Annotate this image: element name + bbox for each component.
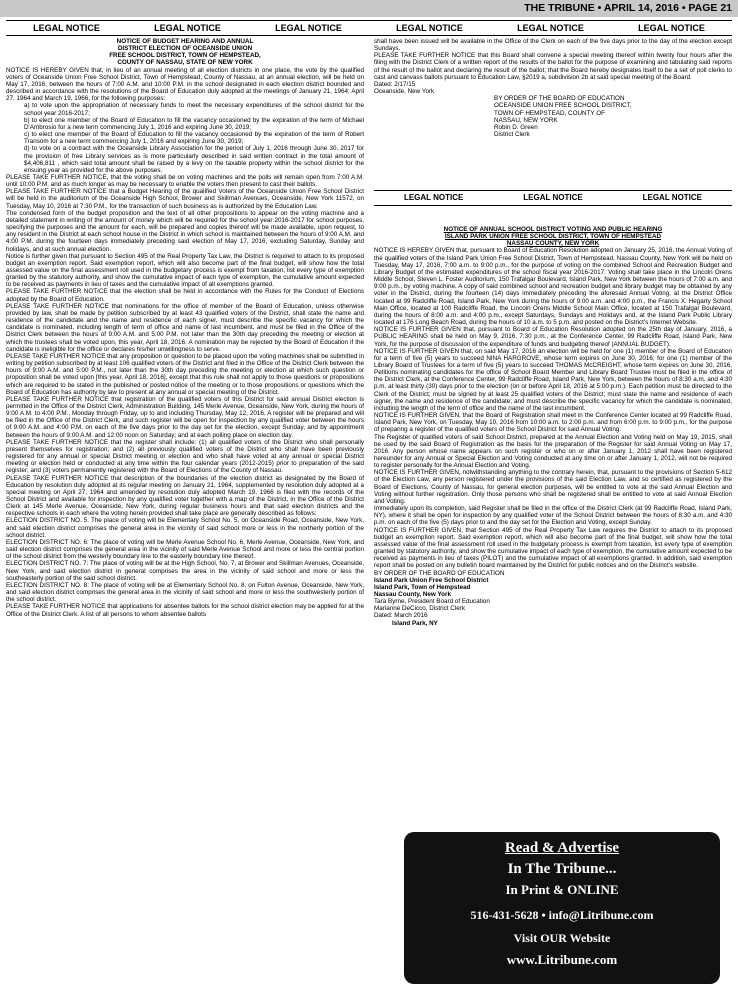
ad-website-link[interactable]: www.Litribune.com <box>506 952 618 967</box>
signature-line: Dated: March 2016 <box>374 612 428 620</box>
tribune-advertisement <box>404 832 720 984</box>
notice-paragraph: NOTICE IS FURTHER GIVEN that, on said May 17, 2016 an election will be held for one (1) member of the Board of Education for a term of five (5) years to succeed NINA HARGROVE, whose term expires on June 30, 2016; for one (1) member of the Library Board of Trustees for a term of five (5) years to succeed THOMAS McCREIGHT, whose term expires on June 30, 2016. Petitions nominating candidates for the office of School Board Member and Library Board Trustee must be filed in the office of the District Clerk, at the Conference Center, 99 Radcliffe Road, Island Park, New York, between the hours of 8:30 a.m. and 4:30 p.m. at least thirty (30) days prior to the election (on or before April 18, 2016 at 5:00 p.m.). Each petition must be directed to the Clerk of the District; must be signed by at least 25 qualified voters of the District; must state the name and residence of each signer, the name and residence of the candidate; and must describe the specific vacancy for which the candidate is nominated, including the length of the term of office and the name of the last incumbent. <box>374 347 732 412</box>
notice-paragraph: NOTICE IS FURTHER GIVEN, that Section 495 of the Real Property Tax Law requires the District to attach to its proposed budget an exemption report. Said exemption report, which will also become part of the final budget, will show how the total assessed value of the final assessment roll used in the budgetary process is exempt from taxation, list every type of exemption granted by statutory authority, and show the cumulative impact of each type of exemption, the cumulative amount expected to be received as payments in lieu of taxes (PILOT) and the cumulative impact of all exemptions granted. In addition, said exemption report shall be posted on any bulletin board maintained by the District for public notices and on the District's website. <box>374 526 732 570</box>
election-district-paragraph: ELECTION DISTRICT NO. 6: The place of voting will be Merle Avenue School No. 6, Merle Avenue, Oceanside, New York, and said election district comprises the general area in the vicinity of said Merle Avenue School and more or less the central portion of the school district from the westerly boundary line to the easterly boundary line thereof. <box>6 538 364 561</box>
notice-paragraph: PLEASE TAKE FURTHER NOTICE that the register shall include: (1) all qualified voters of the District who shall personally present themselves for registration; and (2) all previously qualified voters of the District who shall have been previously registered for any annual or special District meeting or election and who shall have voted at any annual or special District meeting or election held or conducted at any time within the four calendar years (2012-2015) prior to preparation of the said register; and (3) voters permanently registered with the Board of Elections of the County of Nassau. <box>6 438 364 475</box>
page-header-title: THE TRIBUNE • APRIL 14, 2016 • PAGE 21 <box>524 2 732 14</box>
legal-notice-label: LEGAL NOTICE <box>642 193 703 202</box>
legal-notice-label: LEGAL NOTICE <box>154 23 221 33</box>
election-district-paragraph: ELECTION DISTRICT NO. 7: The place of voting will be at the High School, No. 7, at Brower and Skillman Avenues, Oceanside, New York, and said election district in general comprises the area in the vicinity of said school and more or less the southeasterly portion of the said school district. <box>6 560 364 582</box>
notice-paragraph: PLEASE TAKE FURTHER NOTICE that any proposition or question to be placed upon the voting machines shall be submitted in writing by petition subscribed by at least 106 qualified voters of the District and filed in the Office of the District Clerk between the hours of 9:00 A.M. and 5:00 P.M., not later than the 30th day preceding the meeting or election at which such question or proposition shall be voted upon [this year, April 18, 2016], except that this rule shall not apply to those questions or propositions which are required to be stated in the published or posted notice of the meeting or to those propositions or questions which the Board of Education has authority by law to present at any annual or special meeting of the District. <box>6 352 364 396</box>
notice-paragraph: c) to elect one member of the Board of Education to fill the vacancy occasioned by the expiration of the term of Robert Transom for a new term commencing July 1, 2016 and expiring June 30, 2019; <box>24 131 364 146</box>
election-district-paragraph: ELECTION DISTRICT NO. 8: The place of voting will be at Elementary School No. 8, on Fulton Avenue, Oceanside, New York, and said election district comprises the general area in the vicinity of said school and more or less the southwesterly portion of the school district. <box>6 581 364 604</box>
notice-place: Oceanside, New York <box>374 88 435 96</box>
ad-subheadline: In The Tribune... <box>507 861 617 877</box>
notice-paragraph: PLEASE TAKE FURTHER NOTICE that a Budget Hearing of the qualified Voters of the Oceanside Union Free School District will be held in the auditorium of the Oceanside High School, Brower and Skillman Avenues, Oceanside, New York 11572, on Tuesday, May 10, 2016 at 7:30 P.M., for the transaction of such business as is authorized by the Education Law. <box>6 188 364 210</box>
signature-line: Island Park, Town of Hempstead <box>374 583 471 591</box>
legal-notice-label: LEGAL NOTICE <box>396 23 463 33</box>
legal-notice-label: LEGAL NOTICE <box>275 23 342 33</box>
legal-notice-bar <box>6 20 732 36</box>
notice-title: NASSAU COUNTY, NEW YORK <box>506 240 600 248</box>
ad-print-online: In Print & ONLINE <box>505 882 619 897</box>
legal-notice-label: LEGAL NOTICE <box>517 23 584 33</box>
notice-paragraph: PLEASE TAKE FURTHER NOTICE, that the voting shall be on voting machines and the polls will remain open from 7:00 A.M. until 10:00 P.M. and as much longer as may be necessary to enable the voters then present to cast their ballots. <box>6 173 364 189</box>
signature-line: NASSAU, NEW YORK <box>494 116 558 124</box>
notice-paragraph: shall have been issued will be available in the Office of the Clerk on each of the five days prior to the day of the election except Sundays. <box>374 38 732 53</box>
notice-title: NOTICE OF ANNUAL SCHOOL DISTRICT VOTING AND PUBLIC HEARING <box>443 226 663 233</box>
notice-paragraph: PLEASE TAKE FURTHER NOTICE that this Board shall convene a special meeting thereof within twenty four hours after the filing with the District Clerk of a written report of the results of the ballot for the purpose of examining and tabulating said reports of the result of the ballot and declaring the result of the ballot; that the Board hereby designates itself to be a set of poll clerks to cast and canvass ballots pursuant to Education Law, §2019 a, subdivision 2b at said special meeting of the Board. <box>374 52 732 81</box>
notice-paragraph: The condensed form of the budget proposition and the text of all other propositions to appear on the voting machine and a detailed statement in writing of the amount of money which will be required for the school year 2016-2017 for school purposes, specifying the purposes and the amount for each, will be prepared and copies thereof will be made available, upon request, to any resident in the District at each school house in the District in which school is maintained between the hours of 9:00 A.M. and 4:00 P.M. during the fourteen days immediately preceding said election of May 17, 2016, excluding Saturday, Sunday and holidays, and at such annual election. <box>6 209 364 253</box>
notice-paragraph: NOTICE IS FURTHER GIVEN, that the Board of Registration shall meet in the Conference Center located at 99 Radcliffe Road, Island Park, New York, on Tuesday, May 10, 2016 from 10:00 a.m. to 2:00 p.m. and from 6:00 p.m. to 9:00 p.m., for the purpose of preparing a register of the qualified voters of the School District for said Annual Voting. <box>374 412 732 434</box>
legal-notice-label: LEGAL NOTICE <box>403 193 464 202</box>
notice-paragraph: Immediately upon its completion, said Register shall be filed in the office of the District Clerk (at 99 Radcliffe Road, Island Park, NY), where it shall be open for inspection by any qualified voter of the School District between the hours of 8:30 a.m. and 4:30 p.m. on each of the five (5) days prior to and the day set for the Election and Voting, except Sunday. <box>374 505 732 527</box>
oceanside-notice-column <box>6 38 364 984</box>
notice-paragraph: NOTICE IS HEREBY GIVEN that, pursuant to Board of Education Resolution adopted on January 25, 2016, the Annual Voting of the qualified voters of the Island Park Union Free School District, Town of Hempstead, Nassau County, New York will be held on Tuesday, May 17, 2016, 7:00 a.m. to 9:00 p.m., for the purpose of voting on the combined School and Recreation Budget and Library Budget of the estimated expenditures of the school fiscal year 2016-2017. Voting shall take place in the Lincoln Orens Middle School, Steven L. Foster Auditorium, 150 Trafalgar Boulevard, Island Park, New York between the hours of 7:00 a.m. and 9:00 p.m., by voting machine. A copy of said combined school and recreation budget and library budget may be obtained by any voter in the District, during the fourteen (14) days immediately preceding the aforesaid Annual Voting, at the District Office located at 99 Radcliffe Road, Island Park, New York during the hours of 9:00 a.m. and 4:00 p.m., the Francis X. Hegarty School Main Office, located at 100 Radcliffe Road, the Lincoln Orens Middle School Main Office, located at 150 Trafalgar Boulevard, during the hours of 8:00 a.m. and 4:00 p.m., except Saturdays, Sundays and Holidays and, at the Island Park Public Library located at 176 Long Beach Road, during the hours of 10 a.m. to 5 p.m. and posted on the District's Internet Website. <box>374 247 732 327</box>
island-park-notice-column <box>374 226 732 832</box>
legal-notice-label: LEGAL NOTICE <box>523 193 583 202</box>
signature-line: Robin D. Green <box>494 123 538 131</box>
election-district-paragraph: ELECTION DISTRICT NO. 5: The place of voting will be Elementary School No. 5, on Oceanside Road, Oceanside, New York, and said election district comprises the general area in the vicinity of said school more or less in the northerly portion of the school district. <box>6 517 364 539</box>
signature-line: Tara Byrne, President Board of Education <box>374 598 490 606</box>
signature-line: TOWN OF HEMPSTEAD, COUNTY OF <box>494 109 606 117</box>
notice-paragraph: Notice is further given that pursuant to Section 495 of the Real Property Tax Law, the District is required to attach to its proposed budget an exemption report. Said exemption report, which will also become part of the final budget, will show how the total assessed value on the final assessment roll used in the budgetary process is exempt from taxation, list every type of exemption granted by the statutory authority, and show the cumulative impact of each type of exemption, the cumulative amount expected to be received as payments in lieu of taxes and the cumulative impact of all exemptions granted. <box>6 252 364 289</box>
notice-paragraph: PLEASE TAKE FURTHER NOTICE that registration of the qualified voters of this District for said annual District election is permitted in the Office of the District Clerk, Administration Building, 145 Merle Avenue, Oceanside, New York, during the hours of 9:00 A.M. to 4:00 P.M., Monday through Friday, up to and including Thursday, May 12, 2016. A register will be prepared and will be filed in the Office of the District Clerk, and such register will be open for inspection by any qualified voter between the hours of 9:00 A.M. and 4:00 P.M. on each of the five days prior to the day set for the election, except Sunday, and by appointment between the hours of 9:00 A.M. and 12:00 noon on Saturday; and at each polling place on election day. <box>6 395 364 439</box>
legal-notice-subbar <box>374 190 732 206</box>
ad-headline: Read & Advertise <box>504 840 620 856</box>
notice-paragraph: d) to vote on a contract with the Oceanside Library Association for the period of July 1, 2016 through June 30, 2017 for the provision of free Library services as is more particularly described in said written contract in the total amount of $4,406,811 , which said total amount shall be raised by a levy on the taxable property within the school district for the ensuing year as provided for the above purposes. <box>24 145 364 174</box>
notice-title: DISTRICT ELECTION OF OCEANSIDE UNION <box>117 45 253 53</box>
notice-paragraph: a) to vote upon the appropriation of necessary funds to meet the necessary expenditures of the school district for the school year 2016-2017; <box>24 102 364 117</box>
notice-title: ISLAND PARK UNION FREE SCHOOL DISTRICT, TOWN OF HEMPSTEAD <box>444 233 662 241</box>
notice-paragraph: PLEASE TAKE FURTHER NOTICE that description of the boundaries of the election district as designated by the Board of Education by resolution duly adopted at its regular meeting on January 21, 1964, supplemented by resolution duly adopted at a special meeting on April 27, 1964 and amended by resolution duly adopted March 19, 1966 is filed with the records of the School District and available for inspection by any qualified voter together with a map of the District, in the Office of the District Clerk at 145 Merle Avenue, Oceanside, New York, during regular business hours and that said election districts and the respective schools in each where the voting herein provided shall take place are generally described as follows: <box>6 474 364 518</box>
notice-paragraph: NOTICE IS FURTHER GIVEN, notwithstanding anything to the contrary herein, that, pursuant to the provisions of Section 5-612 of the Election Law, any person registered under the provisions of the said Election Law, and so certified as registered by the Board of Elections, County of Nassau, for general election purposes, will be entitled to vote at the said Annual Election and Voting without further registration. Only those persons who shall be registered shall be entitled to vote at said Annual Election and Voting. <box>374 469 732 505</box>
signature-line: Island Park Union Free School District <box>374 576 489 584</box>
notice-dated: Dated: 2/17/15 <box>374 80 416 88</box>
signature-line: Island Park, NY <box>392 619 438 627</box>
signature-line: BY ORDER OF THE BOARD OF EDUCATION <box>494 95 625 103</box>
notice-paragraph: b) to elect one member of the Board of Education to fill the vacancy occasioned by the expiration of the term of Michael D'Ambrosio for a new term commencing July 1, 2016 and expiring June 30, 2019; <box>24 116 364 131</box>
notice-paragraph: NOTICE IS HEREBY GIVEN that, in lieu of an annual meeting of all election districts in one place, the vote by the qualified voters of Oceanside Union Free School District, Town of Hempstead, County of Nassau, at an annual election, will be held on May 17, 2016, between the hours of 7:00 A.M. and 10:00 P.M. in the school designated in each election district bounded and described in accordance with the resolutions of the Board of Education duly adopted at the meetings of January 21, 1964; April 27, 1964 and March 19, 1966, for the following purposes: <box>6 66 364 103</box>
notice-paragraph: The Register of qualified voters of said School District, prepared at the Annual Election and Voting held on May 19, 2015, shall be used by the said Board of Registration as the basis for the preparation of the Register for said Annual Voting on May 17, 2016. Any person whose name appears on such register or who on or after January 1, 2012 shall have been registered hereunder for any Annual or Special Election and Voting conducted at any time on or after January 1, 2012, will not be required to register personally for the Annual Election and Voting. <box>374 433 732 470</box>
notice-paragraph: PLEASE TAKE FURTHER NOTICE that the election shall be held in accordance with the Rules for the Conduct of Elections adopted by the Board of Education. <box>6 288 364 303</box>
page-header <box>0 0 738 17</box>
notice-paragraph: NOTICE IS FURTHER GIVEN that, pursuant to Board of Education Resolution adopted on the 25th day of January, 2016, a PUBLIC HEARING shall be held on May 9, 2016, 7:30 p.m., at the Conference Center, 99 Radcliffe Road, Island Park, New York, for the purpose of discussion of the expenditure of funds and budgeting thereof (ANNUAL BUDGET). <box>374 326 732 348</box>
notice-title: NOTICE OF BUDGET HEARING AND ANNUAL <box>116 38 254 45</box>
legal-notice-label: LEGAL NOTICE <box>638 23 705 33</box>
signature-line: BY ORDER OF THE BOARD OF EDUCATION <box>374 569 505 577</box>
notice-title: COUNTY OF NASSAU, STATE OF NEW YORK <box>117 59 253 67</box>
ad-visit-website: Visit OUR Website <box>513 931 611 945</box>
ad-contact: 516-431-5628 • info@Litribune.com <box>470 908 654 922</box>
notice-paragraph: PLEASE TAKE FURTHER NOTICE that nominations for the office of member of the Board of Education, unless otherwise provided by law, shall be made by petition subscribed by at least 43 qualified voters of the District, shall state the name and residence of the candidate and the name and residence of each signer, must describe the specific vacancy for which the candidate is nominated, including length of term of office and name of last incumbent, and must be filed in the Office of the District Clerk between the hours of 9:00 A.M. and 5:00 P.M. not later than the 30th day preceding the meeting or election at which the trustees shall be voted upon, this year, April 18, 2016. A nomination may be rejected by the Board of Education if the candidate is ineligible for the office or declares his/her unwillingness to serve. <box>6 302 364 353</box>
signature-line: District Clerk <box>494 131 530 139</box>
notice-paragraph: PLEASE TAKE FURTHER NOTICE that applications for absentee ballots for the school district election may be applied for at the Office of the District Clerk. A list of all persons to whom absentee ballots <box>6 603 364 618</box>
legal-notice-label: LEGAL NOTICE <box>33 23 100 33</box>
signature-line: Nassau County, New York <box>374 590 451 598</box>
signature-line: Marianne DeCicco, District Clerk <box>374 605 465 613</box>
oceanside-notice-continued <box>374 38 732 188</box>
signature-line: OCEANSIDE UNION FREE SCHOOL DISTRICT, <box>494 102 632 110</box>
notice-title: FREE SCHOOL DISTRICT, TOWN OF HEMPSTEAD, <box>109 52 261 60</box>
